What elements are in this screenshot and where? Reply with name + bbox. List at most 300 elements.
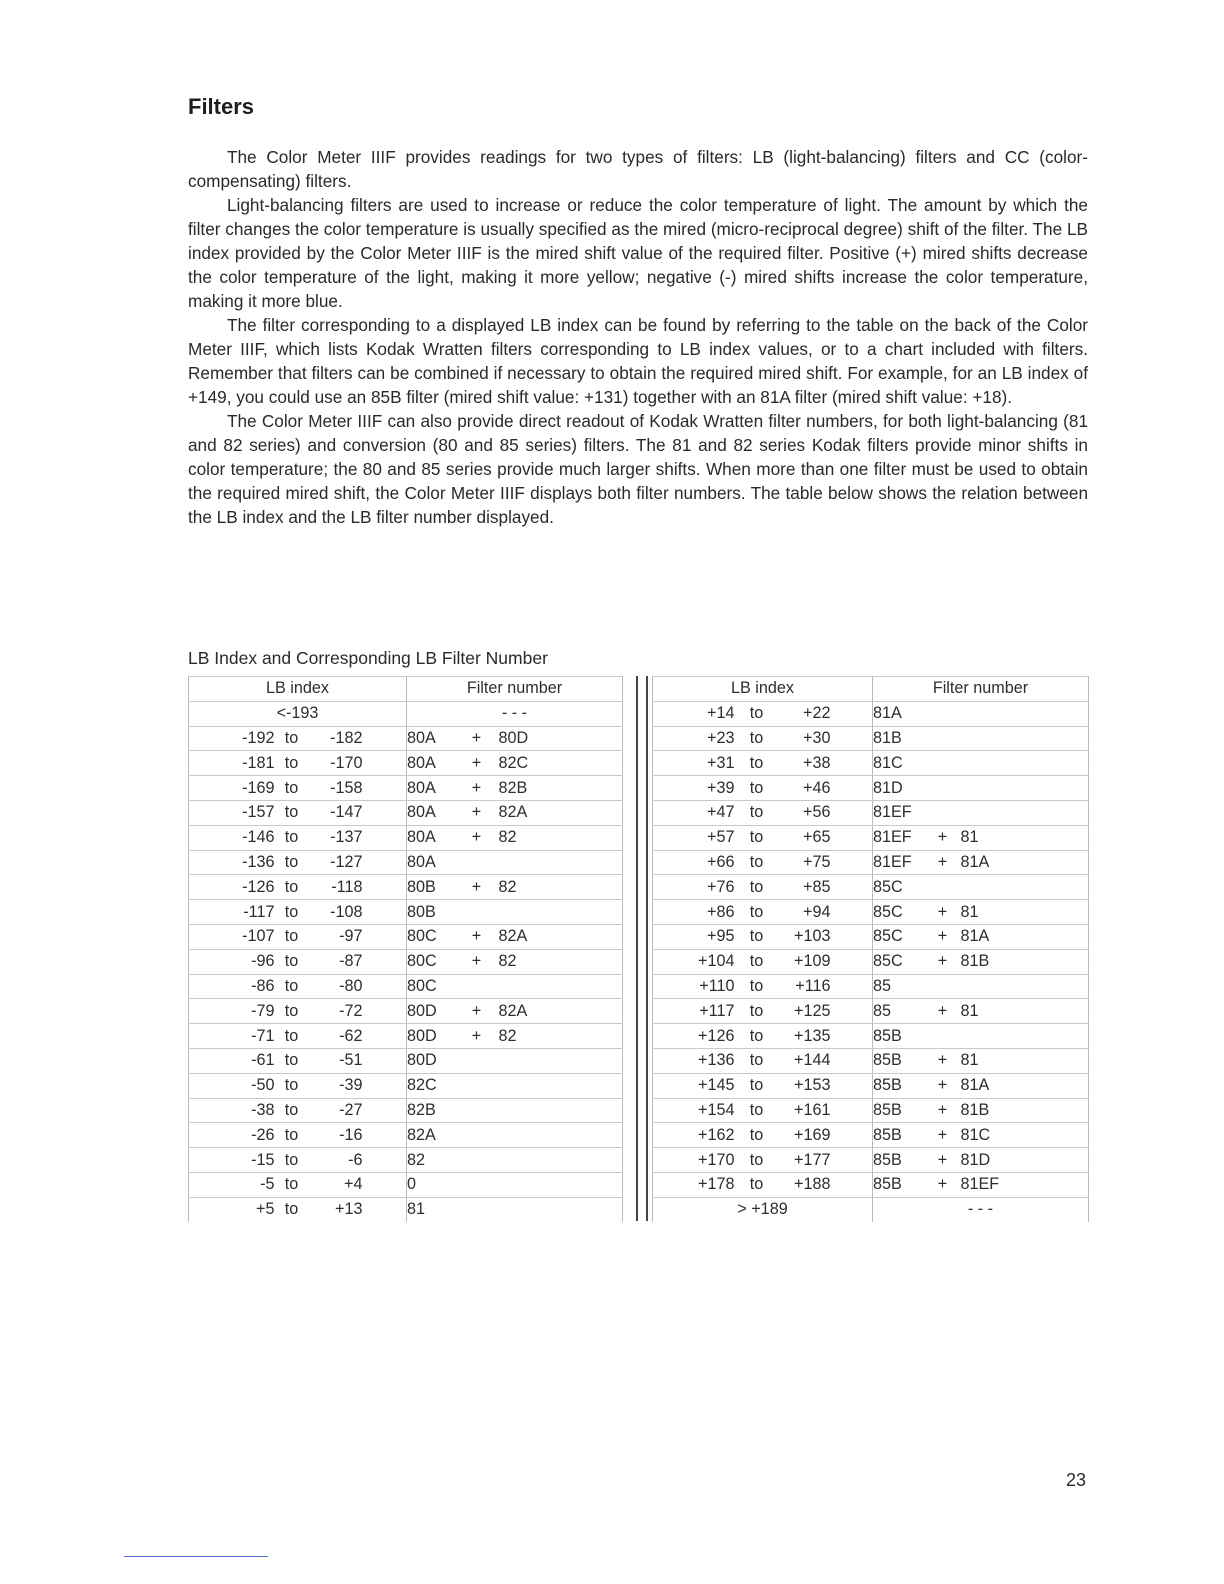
lb-index-high: +30 [779,726,831,751]
range-separator: to [275,999,309,1024]
spacer-cell [363,800,407,825]
range-separator: to [275,726,309,751]
range-separator: to [275,751,309,776]
table-row [189,776,623,801]
filter-primary: 85B [873,1073,925,1098]
table-row [189,1197,623,1221]
lb-index-low: +5 [189,1197,275,1221]
filter-primary: 85B [873,1098,925,1123]
filter-secondary [499,1098,543,1123]
lb-index-high: +188 [779,1172,831,1197]
filter-secondary: 81B [961,949,1005,974]
filter-secondary: 81 [961,1048,1005,1073]
filter-secondary: 82 [499,875,543,900]
filter-plus [925,1024,961,1049]
table-row [653,751,1089,776]
filter-primary: 80A [407,800,455,825]
filter-primary: 80A [407,726,455,751]
table-row [189,999,623,1024]
filter-secondary: 82B [499,776,543,801]
lb-index-low: +14 [653,701,735,726]
spacer-cell [831,900,873,925]
table-row [653,776,1089,801]
range-separator: to [275,1098,309,1123]
range-separator: to [275,1073,309,1098]
filter-primary: 82A [407,1123,455,1148]
lb-index-low: -86 [189,974,275,999]
lb-index-high: -108 [309,900,363,925]
spacer-cell [1005,701,1089,726]
lb-index-high: -6 [309,1148,363,1173]
lb-index-low: -146 [189,825,275,850]
table-row [189,1073,623,1098]
lb-index-high: -39 [309,1073,363,1098]
spacer-cell [363,751,407,776]
lb-index-high: +56 [779,800,831,825]
filter-primary: 81 [407,1197,455,1221]
table-row [653,1172,1089,1197]
table-row [653,825,1089,850]
filter-secondary: 81A [961,1073,1005,1098]
filter-primary: 81EF [873,825,925,850]
table-row [189,701,623,726]
body-text [188,145,1088,529]
filter-primary: 85 [873,974,925,999]
filter-secondary [961,875,1005,900]
lb-index-low: -192 [189,726,275,751]
filter-secondary [961,974,1005,999]
spacer-cell [1005,1048,1089,1073]
range-separator: to [275,949,309,974]
header-lb-index: LB index [653,677,873,702]
table-row [189,800,623,825]
spacer-cell [831,875,873,900]
lb-index-low: -96 [189,949,275,974]
filter-plus: + [455,949,499,974]
spacer-cell [831,999,873,1024]
filter-secondary: 81 [961,825,1005,850]
lb-index-high: +144 [779,1048,831,1073]
filter-plus [925,751,961,776]
filter-plus [925,875,961,900]
spacer-cell [831,949,873,974]
filter-secondary: 82 [499,825,543,850]
filter-primary: 80D [407,1024,455,1049]
filter-secondary [961,751,1005,776]
spacer-cell [1005,924,1089,949]
lb-index-high: -51 [309,1048,363,1073]
spacer-cell [363,974,407,999]
filter-plus: + [925,1073,961,1098]
lb-index-low: +178 [653,1172,735,1197]
table-caption: LB Index and Corresponding LB Filter Number [188,648,548,668]
spacer-cell [831,825,873,850]
table-row [653,1197,1089,1221]
filter-plus: + [925,850,961,875]
table-row [189,900,623,925]
filter-secondary [499,1197,543,1221]
table-row [189,1123,623,1148]
filter-number: - - - [873,1197,1089,1221]
table-row [189,1098,623,1123]
spacer-cell [543,1148,623,1173]
lb-index-low: +76 [653,875,735,900]
range-separator: to [735,1172,779,1197]
filter-secondary [961,776,1005,801]
table-row [189,974,623,999]
lb-index-high: -118 [309,875,363,900]
spacer-cell [543,850,623,875]
lb-index-low: +95 [653,924,735,949]
range-separator: to [735,800,779,825]
filter-plus [925,726,961,751]
filter-primary: 85C [873,875,925,900]
spacer-cell [363,1148,407,1173]
spacer-cell [543,776,623,801]
table-row [653,900,1089,925]
filter-primary: 80B [407,900,455,925]
lb-index-range: <-193 [189,701,407,726]
range-separator: to [735,1024,779,1049]
spacer-cell [831,1123,873,1148]
range-separator: to [735,999,779,1024]
range-separator: to [275,924,309,949]
filter-secondary: 81C [961,1123,1005,1148]
filter-primary: 85C [873,949,925,974]
spacer-cell [543,825,623,850]
filter-plus [455,900,499,925]
lb-index-low: +39 [653,776,735,801]
spacer-cell [1005,800,1089,825]
filter-primary: 81D [873,776,925,801]
spacer-cell [363,1098,407,1123]
spacer-cell [831,701,873,726]
spacer-cell [363,850,407,875]
header-filter-number: Filter number [873,677,1089,702]
lb-index-low: -169 [189,776,275,801]
range-separator: to [735,751,779,776]
lb-index-low: -61 [189,1048,275,1073]
lb-index-high: -16 [309,1123,363,1148]
table-divider [646,676,648,1221]
spacer-cell [1005,1024,1089,1049]
spacer-cell [831,751,873,776]
spacer-cell [1005,900,1089,925]
table-row [189,1172,623,1197]
spacer-cell [831,1073,873,1098]
filter-plus [455,850,499,875]
lb-index-high: +153 [779,1073,831,1098]
filter-secondary: 81EF [961,1172,1005,1197]
table-row [189,924,623,949]
spacer-cell [363,776,407,801]
lb-index-low: -38 [189,1098,275,1123]
filter-primary: 81EF [873,850,925,875]
range-separator: to [735,974,779,999]
spacer-cell [831,1024,873,1049]
lb-index-low: +117 [653,999,735,1024]
filter-plus [455,1098,499,1123]
page-number: 23 [1066,1470,1087,1490]
filter-secondary: 82C [499,751,543,776]
lb-index-low: +162 [653,1123,735,1148]
range-separator: to [735,726,779,751]
lb-index-low: +86 [653,900,735,925]
filter-primary: 85B [873,1148,925,1173]
lb-index-low: -126 [189,875,275,900]
filter-primary: 85B [873,1123,925,1148]
spacer-cell [831,776,873,801]
filter-primary: 81C [873,751,925,776]
spacer-cell [831,726,873,751]
filter-primary: 80D [407,1048,455,1073]
lb-index-high: -127 [309,850,363,875]
filter-plus: + [925,900,961,925]
filter-plus: + [455,726,499,751]
filter-primary: 81EF [873,800,925,825]
lb-index-low: -15 [189,1148,275,1173]
table-row [189,1148,623,1173]
spacer-cell [831,974,873,999]
lb-index-high: +116 [779,974,831,999]
range-separator: to [275,1024,309,1049]
spacer-cell [1005,1073,1089,1098]
filter-plus [455,1048,499,1073]
filter-secondary: 81B [961,1098,1005,1123]
filter-secondary [499,900,543,925]
lb-index-low: -136 [189,850,275,875]
lb-index-low: +170 [653,1148,735,1173]
spacer-cell [831,850,873,875]
lb-index-low: -181 [189,751,275,776]
table-row [653,1098,1089,1123]
range-separator: to [275,1172,309,1197]
paragraph: Light-balancing filters are used to increase or reduce the color temperature of light. The amount by which the filter changes the color temperature is usually specified as the mired (micro-reciprocal degree) shift of the filter. The LB index provided by the Color Meter IIIF is the mired shift value of the required filter. Positive (+) mired shifts decrease the color temperature of the light, making it more yellow; negative (-) mired shifts increase the color temperature, making it more blue. [188,195,1088,311]
spacer-cell [543,1048,623,1073]
range-separator: to [735,850,779,875]
table-row [653,999,1089,1024]
filter-primary: 82C [407,1073,455,1098]
filter-plus: + [925,1172,961,1197]
range-separator: to [735,825,779,850]
lb-index-high: +75 [779,850,831,875]
spacer-cell [1005,825,1089,850]
table-row [653,800,1089,825]
spacer-cell [363,900,407,925]
lb-index-low: -26 [189,1123,275,1148]
range-separator: to [275,1123,309,1148]
lb-index-low: +47 [653,800,735,825]
spacer-cell [543,924,623,949]
range-separator: to [735,1073,779,1098]
filter-secondary [499,850,543,875]
table-row [653,850,1089,875]
spacer-cell [1005,1148,1089,1173]
spacer-cell [831,1148,873,1173]
lb-index-high: -182 [309,726,363,751]
lb-index-high: +135 [779,1024,831,1049]
filter-plus [455,1197,499,1221]
table-row [189,825,623,850]
table-row [653,974,1089,999]
lb-index-low: -107 [189,924,275,949]
filter-primary: 80C [407,924,455,949]
lb-table-right [652,676,1089,1222]
spacer-cell [543,726,623,751]
filter-plus: + [455,924,499,949]
spacer-cell [363,1073,407,1098]
lb-index-high: +65 [779,825,831,850]
spacer-cell [543,999,623,1024]
lb-index-low: +136 [653,1048,735,1073]
spacer-cell [363,1024,407,1049]
filter-secondary: 82A [499,800,543,825]
spacer-cell [831,1048,873,1073]
spacer-cell [363,1123,407,1148]
filter-secondary [499,1073,543,1098]
lb-index-high: +4 [309,1172,363,1197]
filter-plus [455,1148,499,1173]
lb-index-high: +109 [779,949,831,974]
spacer-cell [543,1123,623,1148]
lb-index-high: +125 [779,999,831,1024]
filter-primary: 81B [873,726,925,751]
lb-index-low: -5 [189,1172,275,1197]
range-separator: to [275,825,309,850]
spacer-cell [831,1098,873,1123]
filter-plus: + [925,1048,961,1073]
filter-primary: 85B [873,1024,925,1049]
range-separator: to [275,875,309,900]
range-separator: to [735,1148,779,1173]
spacer-cell [1005,949,1089,974]
filter-primary: 80A [407,825,455,850]
range-separator: to [275,1148,309,1173]
spacer-cell [363,726,407,751]
filter-plus [455,974,499,999]
lb-index-low: +23 [653,726,735,751]
spacer-cell [543,1098,623,1123]
table-divider [636,676,638,1221]
filter-secondary: 81D [961,1148,1005,1173]
lb-index-high: -170 [309,751,363,776]
filter-plus: + [455,875,499,900]
spacer-cell [543,949,623,974]
filter-secondary: 80D [499,726,543,751]
spacer-cell [543,1172,623,1197]
lb-index-low: -50 [189,1073,275,1098]
filter-secondary [499,1148,543,1173]
lb-index-low: +110 [653,974,735,999]
range-separator: to [735,1123,779,1148]
range-separator: to [735,875,779,900]
table-row [653,701,1089,726]
filter-plus: + [455,999,499,1024]
spacer-cell [363,825,407,850]
spacer-cell [543,900,623,925]
range-separator: to [735,949,779,974]
lb-index-high: -87 [309,949,363,974]
filter-secondary [961,800,1005,825]
spacer-cell [1005,1172,1089,1197]
paragraph: The filter corresponding to a displayed LB index can be found by referring to the table on the back of the Color Meter IIIF, which lists Kodak Wratten filters corresponding to LB index values, or to a chart included with filters. Remember that filters can be combined if necessary to obtain the required mired shift. For example, for an LB index of +149, you could use an 85B filter (mired shift value: +131) together with an 81A filter (mired shift value: +18). [188,315,1088,407]
filter-plus [455,1123,499,1148]
lb-index-high: +103 [779,924,831,949]
table-row [653,949,1089,974]
filter-plus [925,776,961,801]
table-row [189,850,623,875]
header-filter-number: Filter number [407,677,623,702]
lb-table-right-body [653,701,1089,1221]
spacer-cell [1005,999,1089,1024]
spacer-cell [543,800,623,825]
table-row [653,1024,1089,1049]
spacer-cell [1005,1123,1089,1148]
filter-plus: + [925,999,961,1024]
lb-index-low: +31 [653,751,735,776]
table-row [653,726,1089,751]
range-separator: to [275,800,309,825]
spacer-cell [831,924,873,949]
range-separator: to [284,1200,299,1219]
spacer-cell [1005,751,1089,776]
filter-number: - - - [407,701,623,726]
table-row [189,949,623,974]
range-separator: to [275,850,309,875]
filter-secondary: 81A [961,924,1005,949]
spacer-cell [1005,726,1089,751]
lb-table-left-body [189,701,623,1221]
spacer-cell [543,875,623,900]
filter-primary: 80D [407,999,455,1024]
spacer-cell [543,1024,623,1049]
lb-index-high: +94 [779,900,831,925]
lb-index-low: -117 [189,900,275,925]
filter-plus [925,701,961,726]
range-separator: to [735,1048,779,1073]
table-row [653,875,1089,900]
filter-secondary [961,726,1005,751]
lb-index-range: > +189 [653,1197,873,1221]
spacer-cell [363,1197,407,1221]
filter-primary: 80C [407,974,455,999]
range-separator: to [735,701,779,726]
filter-secondary: 81 [961,999,1005,1024]
lb-index-high: +46 [779,776,831,801]
spacer-cell [543,974,623,999]
header-lb-index: LB index [189,677,407,702]
filter-plus [925,800,961,825]
lb-index-high: -137 [309,825,363,850]
filter-secondary: 81 [961,900,1005,925]
range-separator: to [735,924,779,949]
filter-secondary [961,1024,1005,1049]
table-row [653,1073,1089,1098]
range-separator: to [735,776,779,801]
filter-plus: + [455,800,499,825]
lb-index-low: -71 [189,1024,275,1049]
filter-primary: 85C [873,924,925,949]
lb-index-low: +126 [653,1024,735,1049]
filter-primary: 85B [873,1172,925,1197]
spacer-cell [543,1073,623,1098]
table-row [189,1024,623,1049]
section-heading: Filters [188,94,255,119]
table-row [189,726,623,751]
spacer-cell [363,1172,407,1197]
filter-plus: + [455,825,499,850]
lb-index-high: +177 [779,1148,831,1173]
